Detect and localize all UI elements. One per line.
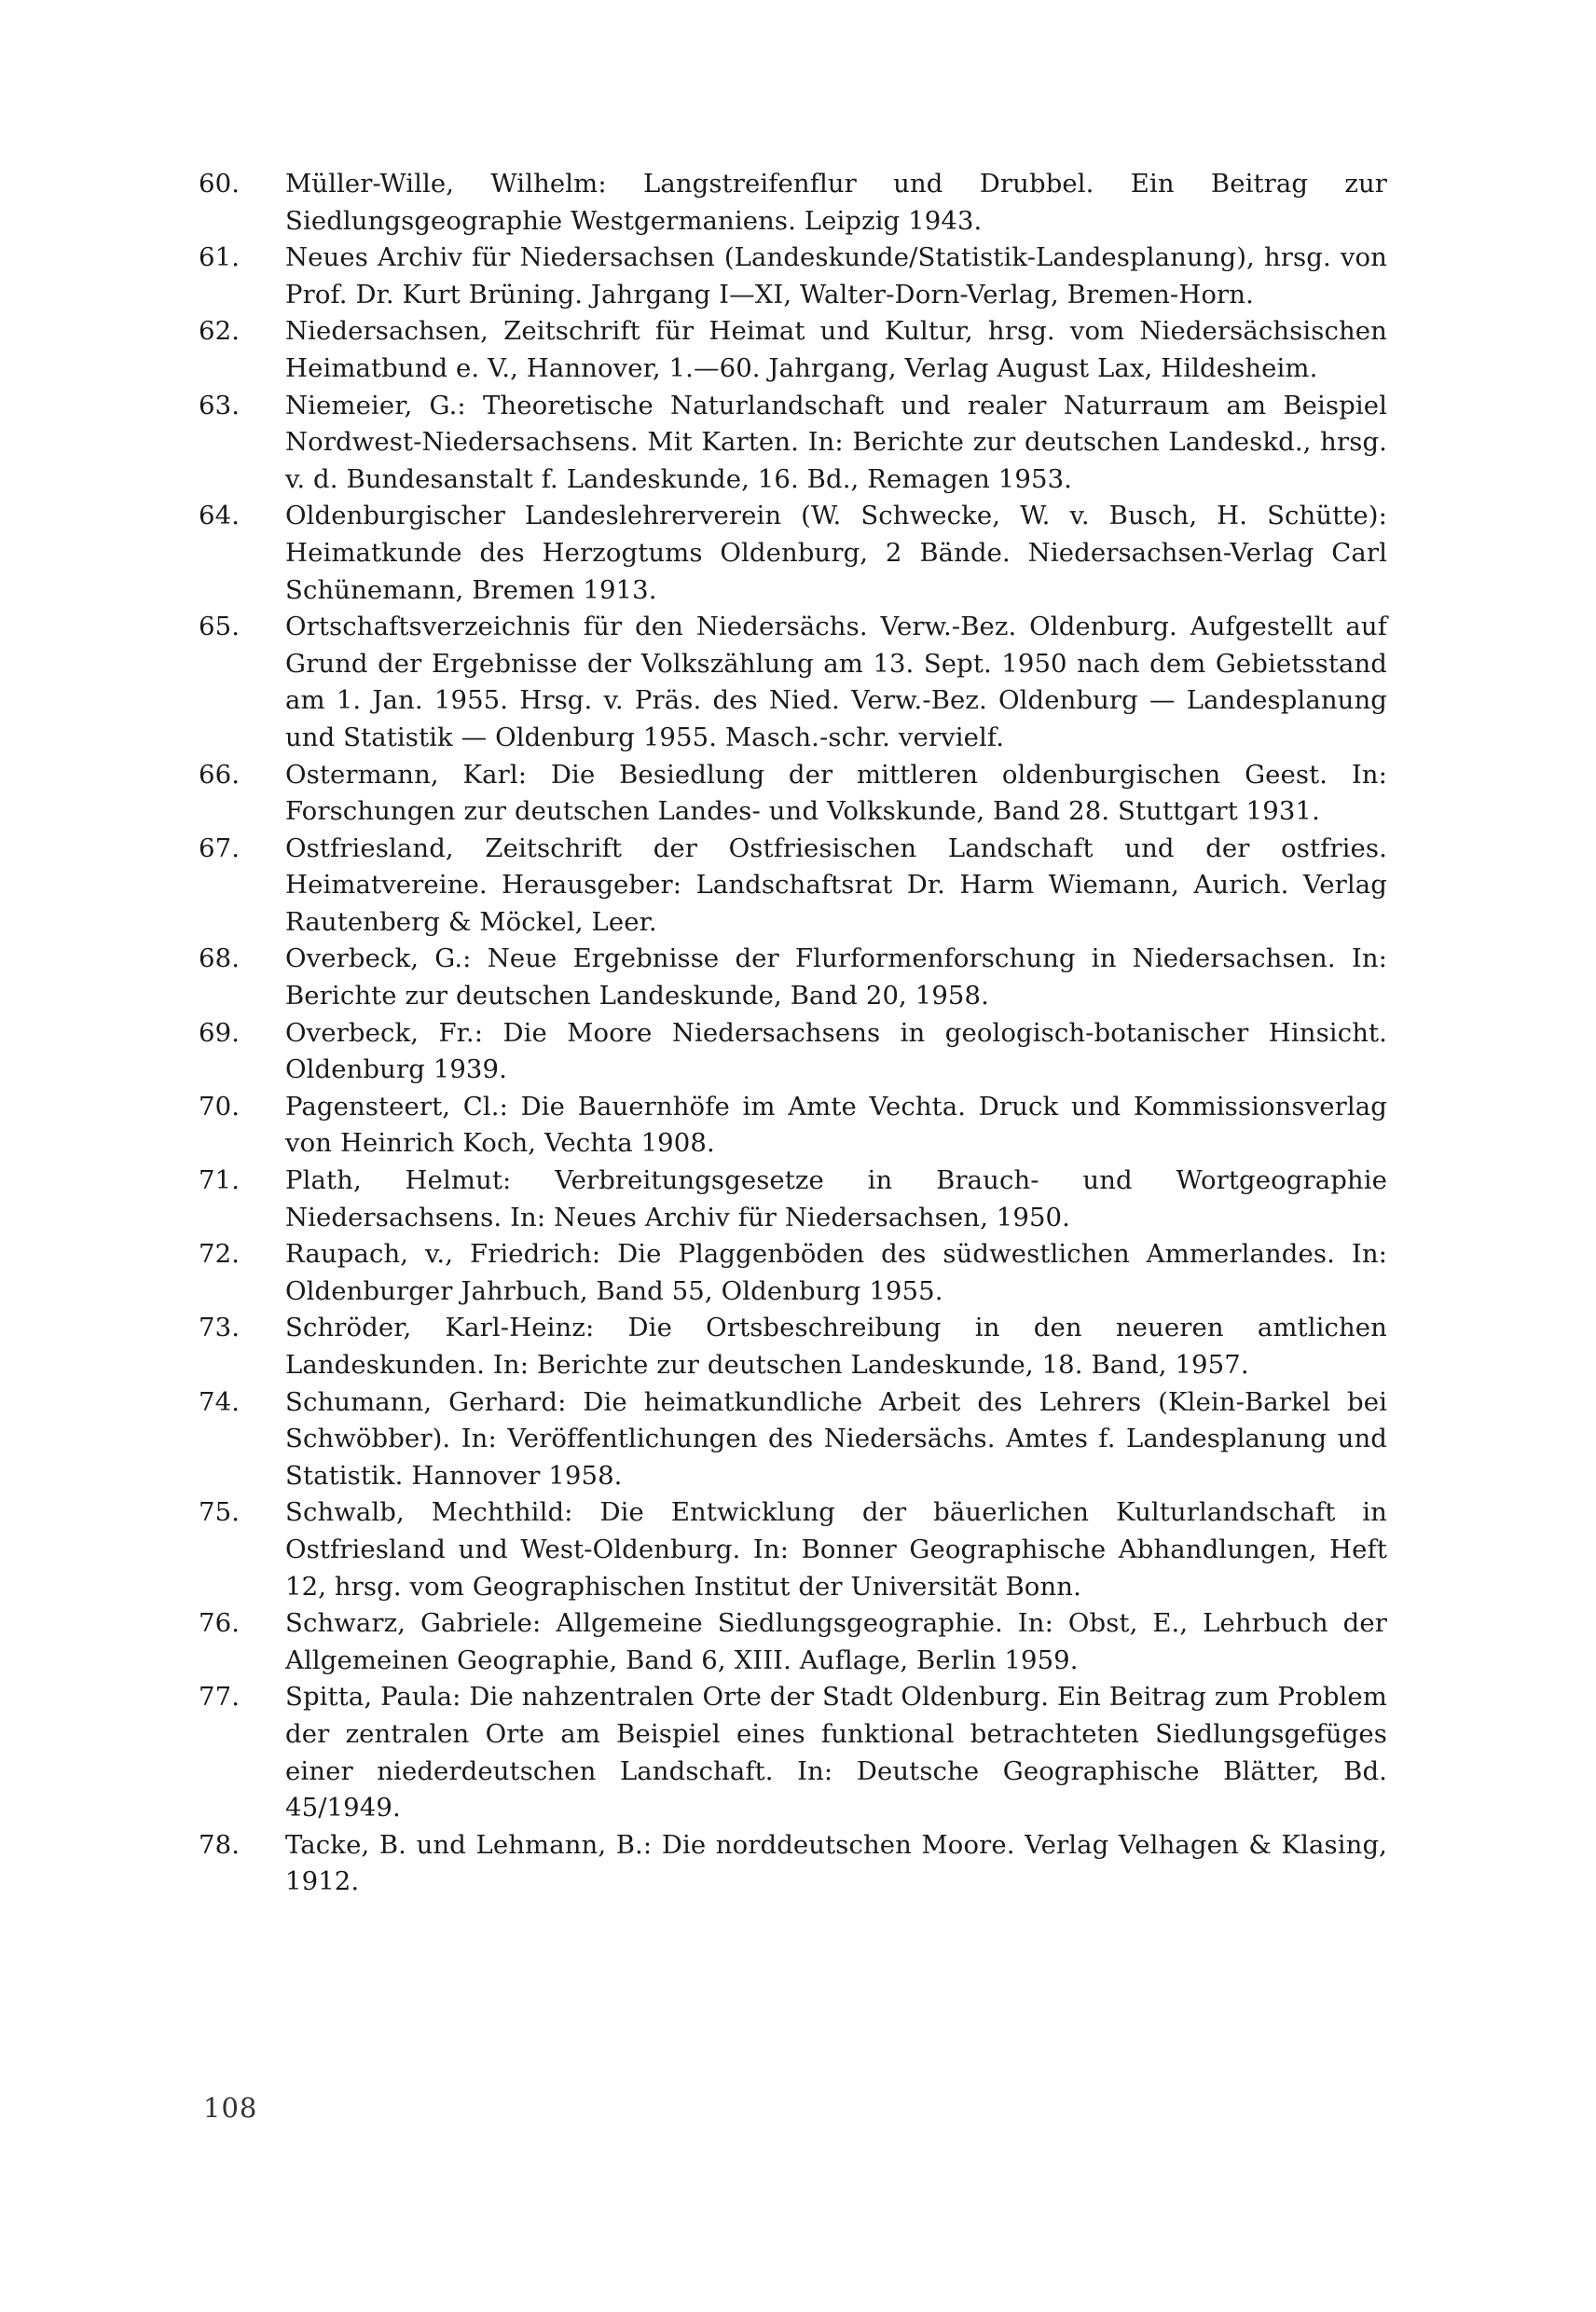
bibliography-list bbox=[199, 166, 1387, 1901]
entry-text: Schumann, Gerhard: Die heimatkundliche Arbeit des Lehrers (Klein-Barkel bei Schwöbber). In: Veröffentlichungen des Niedersächs. Amtes f. Landesplanung und Statistik. Hannover 1958. bbox=[285, 1386, 1387, 1491]
bibliography-entry-60 bbox=[199, 166, 1387, 240]
entry-number: 69. bbox=[199, 1017, 241, 1048]
entry-text: Schwarz, Gabriele: Allgemeine Siedlungsgeographie. In: Obst, E., Lehrbuch der Allgemeinen Geographie, Band 6, XIII. Auflage, Berlin 1959. bbox=[285, 1608, 1387, 1675]
entry-text: Spitta, Paula: Die nahzentralen Orte der Stadt Oldenburg. Ein Beitrag zum Problem der zentralen Orte am Beispiel eines funktional betrachteten Siedlungsgefüges einer niederdeutschen Landschaft. In: Deutsche Geographische Blätter, Bd. 45/1949. bbox=[285, 1682, 1387, 1823]
entry-text: Plath, Helmut: Verbreitungsgesetze in Brauch- und Wortgeographie Niedersachsens. In: Neues Archiv für Niedersachsen, 1950. bbox=[285, 1165, 1387, 1232]
entry-text: Oldenburgischer Landeslehrerverein (W. Schwecke, W. v. Busch, H. Schütte): Heimatkunde des Herzogtums Oldenburg, 2 Bände. Niedersachsen-Verlag Carl Schünemann, Bremen 1913. bbox=[285, 501, 1387, 605]
entry-number: 71. bbox=[199, 1165, 241, 1196]
entry-number: 61. bbox=[199, 242, 241, 273]
entry-text: Raupach, v., Friedrich: Die Plaggenböden des südwestlichen Ammerlandes. In: Oldenburger Jahrbuch, Band 55, Oldenburg 1955. bbox=[285, 1239, 1387, 1306]
bibliography-entry-69 bbox=[199, 1015, 1387, 1089]
entry-text: Müller-Wille, Wilhelm: Langstreifenflur und Drubbel. Ein Beitrag zur Siedlungsgeographie Westgermaniens. Leipzig 1943. bbox=[285, 169, 1387, 236]
entry-number: 60. bbox=[199, 169, 241, 199]
entry-number: 78. bbox=[199, 1829, 241, 1860]
entry-number: 63. bbox=[199, 390, 241, 420]
entry-number: 75. bbox=[199, 1497, 241, 1528]
entry-text: Schwalb, Mechthild: Die Entwicklung der bäuerlichen Kulturlandschaft in Ostfriesland und West-Oldenburg. In: Bonner Geographische Abhandlungen, Heft 12, hrsg. vom Geographischen Institut der Universität Bonn. bbox=[285, 1497, 1387, 1602]
entry-number: 67. bbox=[199, 833, 241, 863]
bibliography-entry-72 bbox=[199, 1236, 1387, 1310]
entry-text: Ostermann, Karl: Die Besiedlung der mittleren oldenburgischen Geest. In: Forschungen zur deutschen Landes- und Volkskunde, Band 28. Stuttgart 1931. bbox=[285, 759, 1387, 827]
bibliography-entry-73 bbox=[199, 1310, 1387, 1383]
bibliography-entry-78 bbox=[199, 1827, 1387, 1901]
bibliography-entry-67 bbox=[199, 831, 1387, 942]
entry-text: Overbeck, G.: Neue Ergebnisse der Flurformenforschung in Niedersachsen. In: Berichte zur deutschen Landeskunde, Band 20, 1958. bbox=[285, 943, 1387, 1012]
bibliography-entry-63 bbox=[199, 388, 1387, 499]
entry-text: Schröder, Karl-Heinz: Die Ortsbeschreibung in den neueren amtlichen Landeskunden. In: Berichte zur deutschen Landeskunde, 18. Band, 1957. bbox=[285, 1313, 1387, 1380]
bibliography-entry-71 bbox=[199, 1163, 1387, 1236]
entry-text: Niedersachsen, Zeitschrift für Heimat und Kultur, hrsg. vom Niedersächsischen Heimatbund e. V., Hannover, 1.—60. Jahrgang, Verlag August Lax, Hildesheim. bbox=[285, 316, 1387, 383]
entry-number: 72. bbox=[199, 1239, 241, 1270]
bibliography-entry-62 bbox=[199, 313, 1387, 387]
entry-text: Ortschaftsverzeichnis für den Niedersächs. Verw.-Bez. Oldenburg. Aufgestellt auf Grund der Ergebnisse der Volkszählung am 13. Sept. 1950 nach dem Gebietsstand am 1. Jan. 1955. Hrsg. v. Präs. des Nied. Verw.-Bez. Oldenburg — Landesplanung und Statistik — Oldenburg 1955. Masch.-schr. vervielf. bbox=[285, 612, 1387, 752]
bibliography-entry-66 bbox=[199, 757, 1387, 831]
entry-text: Neues Archiv für Niedersachsen (Landeskunde/Statistik-Landesplanung), hrsg. von Prof. Dr. Kurt Brüning. Jahrgang I—XI, Walter-Dorn-Verlag, Bremen-Horn. bbox=[285, 242, 1387, 310]
entry-number: 70. bbox=[199, 1091, 241, 1122]
entry-number: 77. bbox=[199, 1682, 241, 1713]
bibliography-entry-70 bbox=[199, 1089, 1387, 1163]
entry-number: 74. bbox=[199, 1386, 241, 1417]
bibliography-entry-64 bbox=[199, 498, 1387, 609]
entry-text: Niemeier, G.: Theoretische Naturlandschaft und realer Naturraum am Beispiel Nordwest-Niedersachsens. Mit Karten. In: Berichte zur deutschen Landeskd., hrsg. v. d. Bundesanstalt f. Landeskunde, 16. Bd., Remagen 1953. bbox=[285, 390, 1387, 494]
entry-number: 62. bbox=[199, 316, 241, 347]
entry-text: Tacke, B. und Lehmann, B.: Die norddeutschen Moore. Verlag Velhagen & Klasing, 1912. bbox=[285, 1829, 1387, 1897]
bibliography-entry-61 bbox=[199, 240, 1387, 313]
bibliography-entry-76 bbox=[199, 1605, 1387, 1679]
entry-text: Pagensteert, Cl.: Die Bauernhöfe im Amte Vechta. Druck und Kommissionsverlag von Heinrich Koch, Vechta 1908. bbox=[285, 1091, 1387, 1159]
bibliography-entry-77 bbox=[199, 1679, 1387, 1826]
entry-number: 73. bbox=[199, 1313, 241, 1343]
bibliography-entry-75 bbox=[199, 1494, 1387, 1605]
entry-number: 64. bbox=[199, 501, 241, 531]
page-number: 108 bbox=[203, 2092, 258, 2124]
entry-number: 76. bbox=[199, 1608, 241, 1639]
bibliography-entry-74 bbox=[199, 1384, 1387, 1495]
entry-text: Ostfriesland, Zeitschrift der Ostfriesischen Landschaft und der ostfries. Heimatvereine. Herausgeber: Landschaftsrat Dr. Harm Wiemann, Aurich. Verlag Rautenberg & Möckel, Leer. bbox=[285, 833, 1387, 937]
bibliography-entry-68 bbox=[199, 941, 1387, 1014]
entry-text: Overbeck, Fr.: Die Moore Niedersachsens in geologisch-botanischer Hinsicht. Oldenburg 1939. bbox=[285, 1017, 1387, 1085]
bibliography-entry-65 bbox=[199, 609, 1387, 756]
entry-number: 66. bbox=[199, 759, 241, 790]
entry-number: 68. bbox=[199, 943, 241, 974]
entry-number: 65. bbox=[199, 612, 241, 642]
